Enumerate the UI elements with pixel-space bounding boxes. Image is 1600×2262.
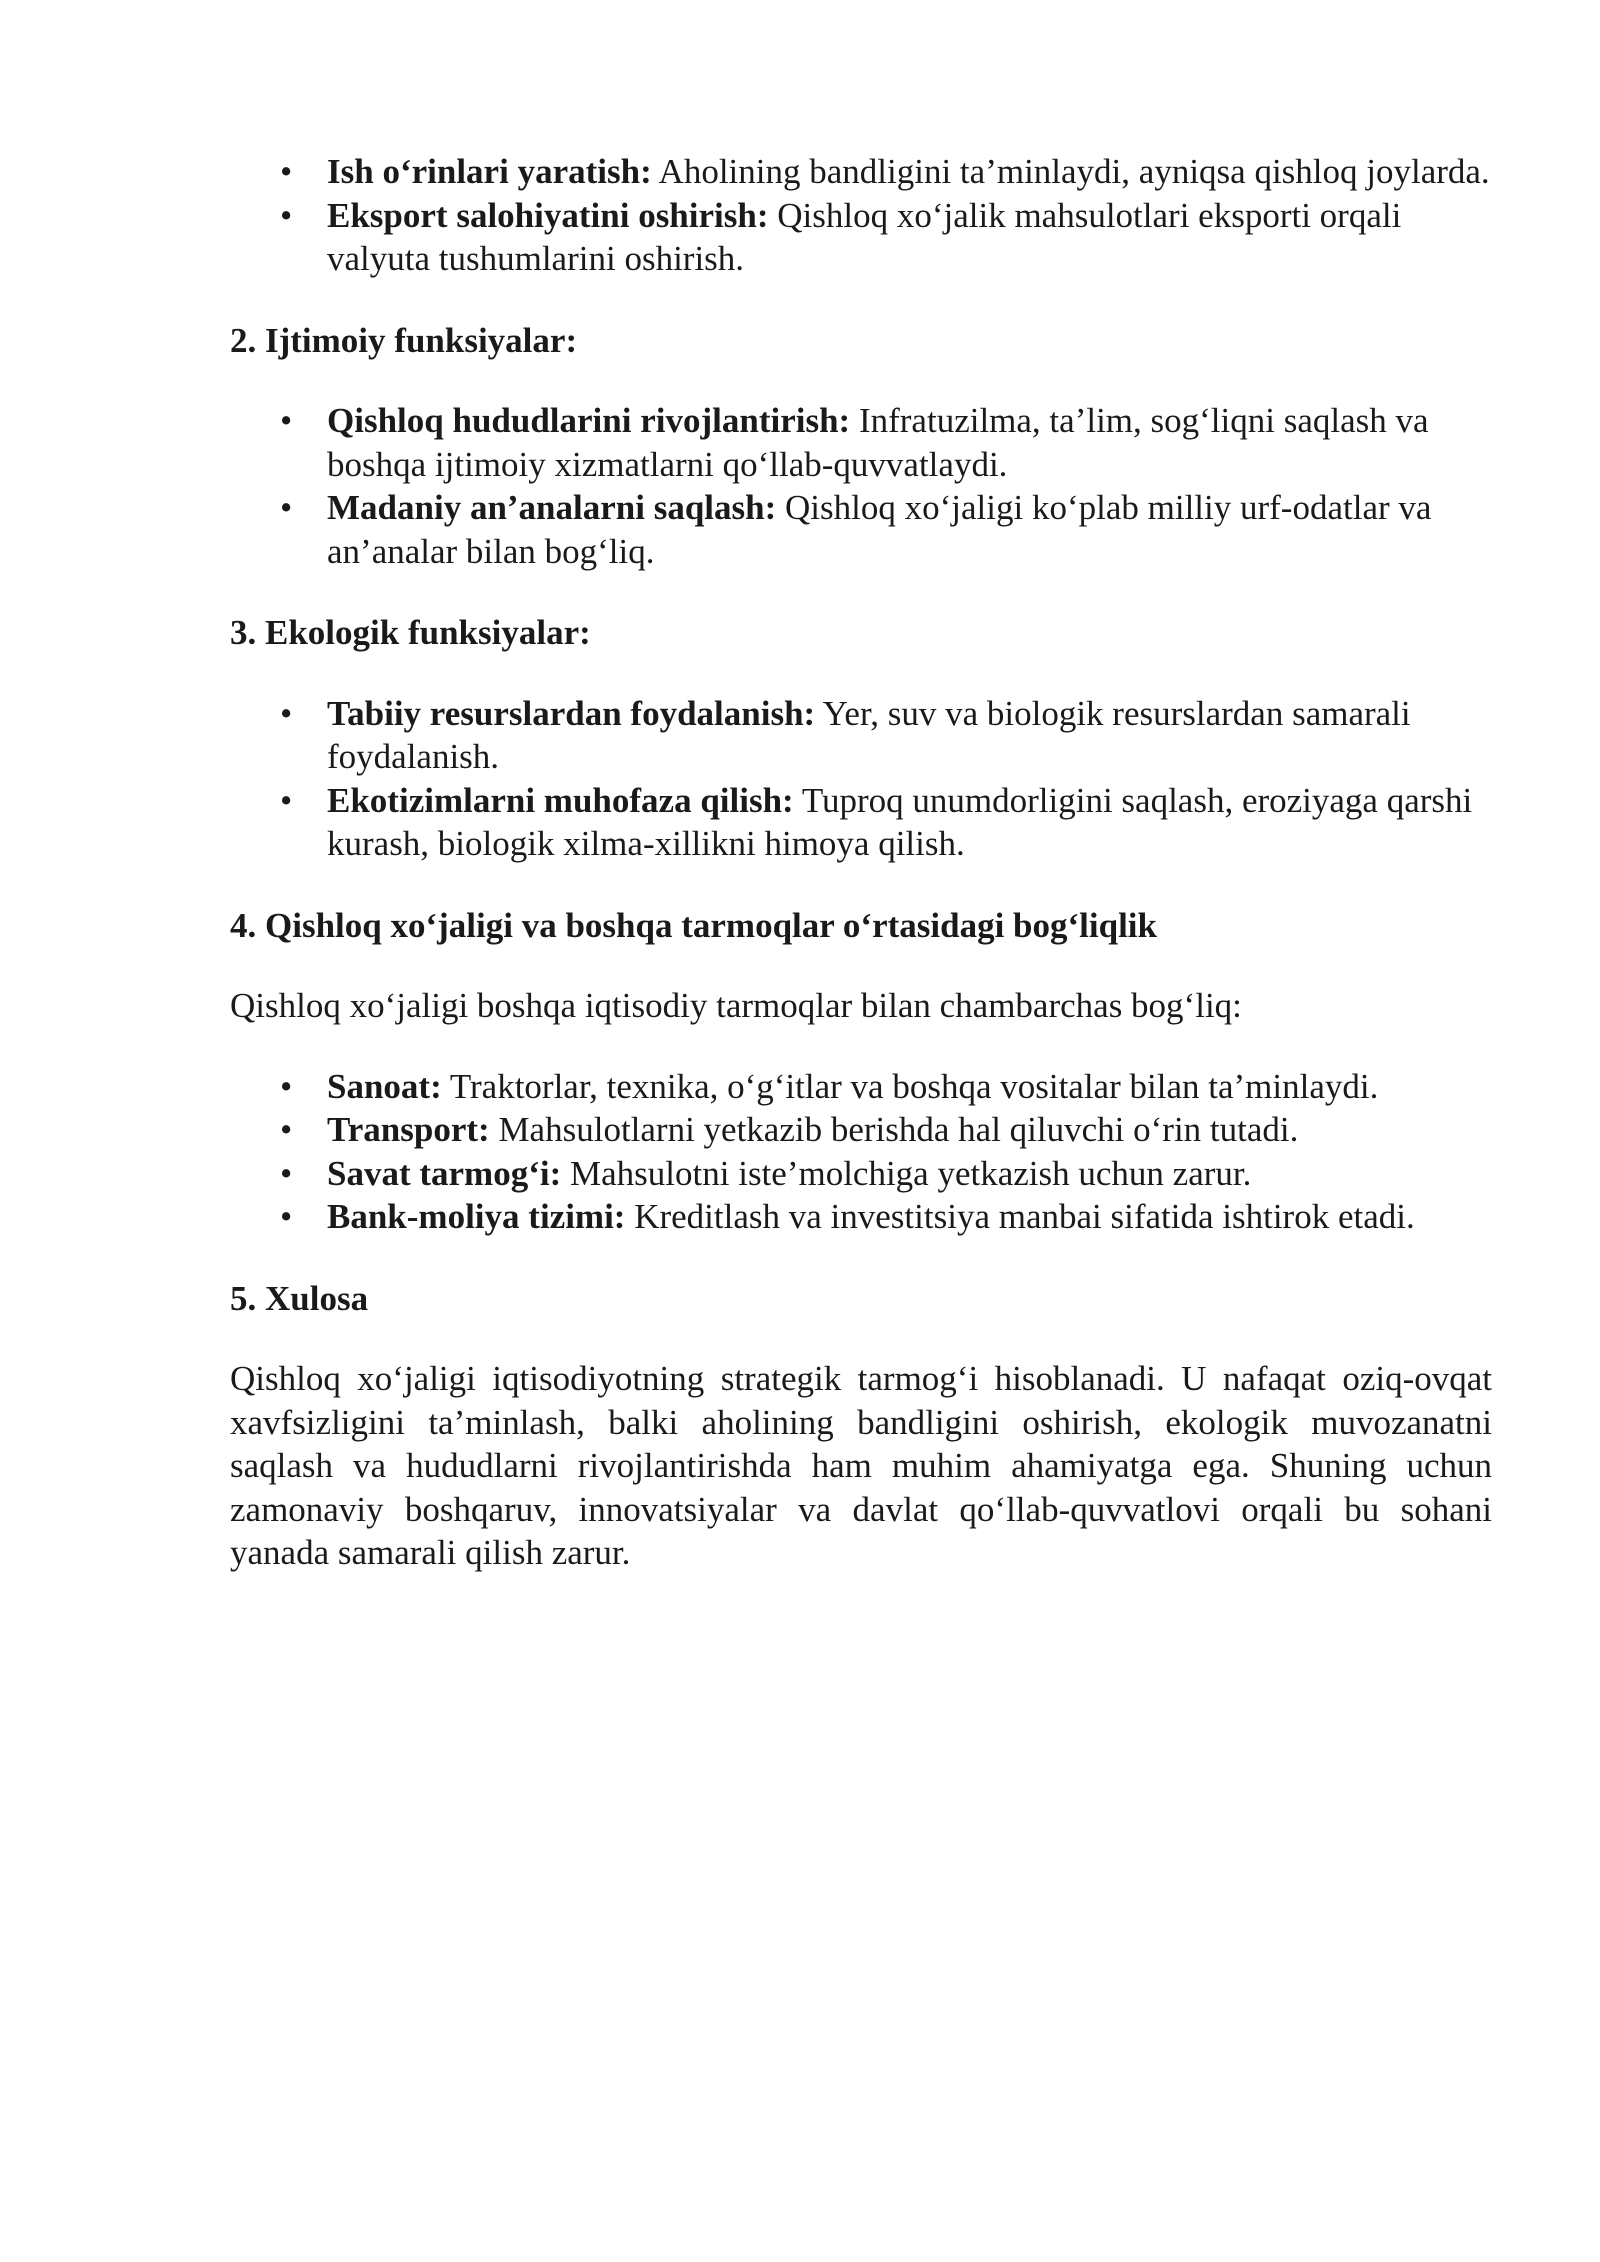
section-heading: 2. Ijtimoiy funksiyalar:	[230, 320, 578, 360]
item-text: Traktorlar, texnika, o‘g‘itlar va boshqa vositalar bilan ta’minlaydi.	[441, 1066, 1379, 1106]
list-item	[230, 194, 1492, 281]
bullet-icon: •	[280, 1197, 293, 1236]
item-term: Savat tarmog‘i:	[327, 1153, 562, 1193]
item-text: Yer, suv va biologik resurslardan samarali foydalanish.	[327, 693, 1411, 776]
spacer	[230, 281, 1492, 319]
item-text: Qishloq xo‘jaligi ko‘plab milliy urf-odatlar va an’analar bilan bog‘liq.	[327, 488, 1432, 571]
item-term: Transport:	[327, 1110, 490, 1149]
bullet-icon: •	[280, 152, 293, 191]
bullet-icon: •	[280, 693, 293, 733]
item-term: Ish o‘rinlari yaratish:	[327, 152, 652, 191]
spacer	[230, 1239, 1492, 1277]
document-page	[230, 150, 1492, 1575]
conclusion-paragraph: Qishloq xo‘jaligi iqtisodiyotning strategik tarmog‘i hisoblanadi. U nafaqat oziq-ovqat xavfsizligini ta’minlash, balki aholining bandligini oshirish, ekologik muvozanatni saqlash va hududlarni rivojlantirishda ham muhim ahamiyatga ega. Shuning uchun zamonaviy boshqaruv, innovatsiyalar va davlat qo‘llab-quvvatlovi orqali bu sohani yanada samarali qilish zarur.	[230, 1359, 1492, 1572]
item-term: Eksport salohiyatini oshirish:	[327, 195, 769, 235]
list-item	[230, 150, 1492, 194]
item-term: Tabiiy resurslardan foydalanish:	[327, 693, 816, 733]
list-item	[230, 779, 1492, 866]
list-item	[230, 399, 1492, 486]
bullet-icon: •	[280, 1110, 293, 1149]
item-term: Ekotizimlarni muhofaza qilish:	[327, 780, 794, 820]
list-item	[230, 1152, 1492, 1196]
item-text: Tuproq unumdorligini saqlash, eroziyaga qarshi kurash, biologik xilma-xillikni himoya qilish.	[327, 780, 1473, 863]
bullet-icon: •	[280, 488, 293, 527]
bullet-list-sectors	[230, 1065, 1492, 1239]
list-item	[230, 1065, 1492, 1109]
bullet-list-economic	[230, 150, 1492, 281]
section-heading: 4. Qishloq xo‘jaligi va boshqa tarmoqlar o‘rtasidagi bog‘liqlik	[230, 905, 1157, 945]
section-heading: 5. Xulosa	[230, 1278, 369, 1318]
bullet-icon: •	[280, 401, 293, 440]
bullet-list-ecological	[230, 692, 1492, 866]
list-item	[230, 486, 1492, 573]
list-item	[230, 1108, 1492, 1152]
spacer	[230, 866, 1492, 904]
item-text: Qishloq xo‘jalik mahsulotlari eksporti orqali valyuta tushumlarini oshirish.	[327, 195, 1402, 278]
item-term: Bank-moliya tizimi:	[327, 1197, 626, 1236]
item-term: Madaniy an’analarni saqlash:	[327, 488, 777, 527]
item-text: Infratuzilma, ta’lim, sog‘liqni saqlash va boshqa ijtimoiy xizmatlarni qo‘llab-quvvatlaydi.	[327, 401, 1429, 484]
section-intro: Qishloq xo‘jaligi boshqa iqtisodiy tarmoqlar bilan chambarchas bog‘liq:	[230, 986, 1242, 1025]
section-heading: 3. Ekologik funksiyalar:	[230, 613, 591, 652]
spacer	[230, 1028, 1492, 1065]
item-text: Mahsulotlarni yetkazib berishda hal qiluvchi o‘rin tutadi.	[489, 1110, 1299, 1149]
bullet-icon: •	[280, 1153, 293, 1193]
bullet-icon: •	[280, 195, 293, 235]
item-text: Mahsulotni iste’molchiga yetkazish uchun zarur.	[561, 1153, 1252, 1193]
item-text: Kreditlash va investitsiya manbai sifatida ishtirok etadi.	[625, 1197, 1415, 1236]
item-term: Sanoat:	[327, 1066, 442, 1106]
spacer	[230, 362, 1492, 399]
spacer	[230, 655, 1492, 692]
spacer	[230, 573, 1492, 611]
spacer	[230, 947, 1492, 984]
list-item	[230, 1195, 1492, 1239]
bullet-icon: •	[280, 1066, 293, 1106]
spacer	[230, 1320, 1492, 1357]
bullet-list-social	[230, 399, 1492, 573]
list-item	[230, 692, 1492, 779]
bullet-icon: •	[280, 780, 293, 820]
item-term: Qishloq hududlarini rivojlantirish:	[327, 401, 851, 440]
item-text: Aholining bandligini ta’minlaydi, ayniqsa qishloq joylarda.	[651, 152, 1490, 191]
